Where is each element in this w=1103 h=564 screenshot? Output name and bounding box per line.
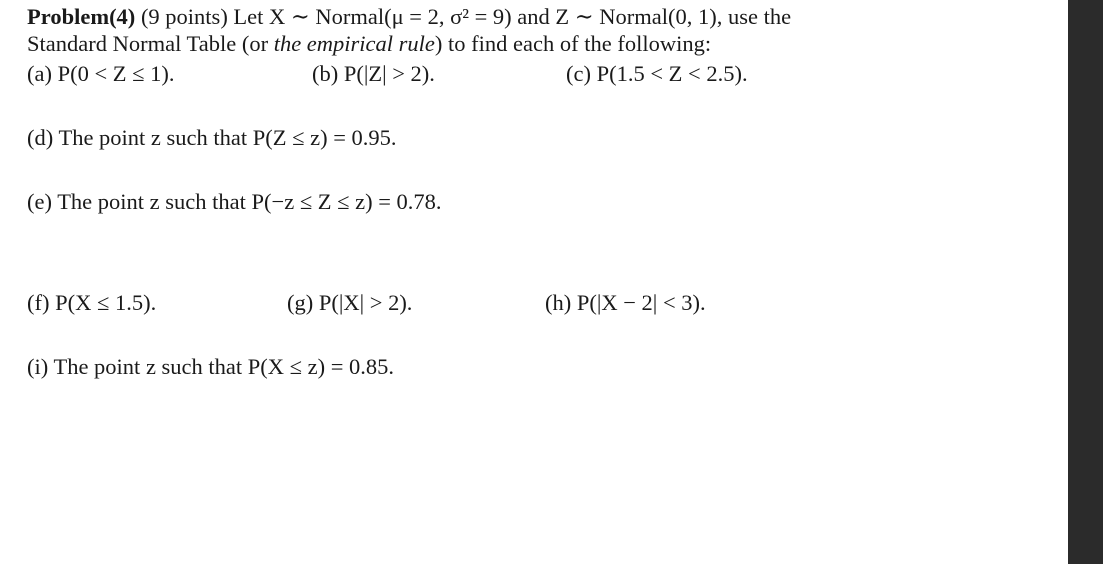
problem-statement-line-1 — [27, 4, 791, 30]
part-c: (c) P(1.5 < Z < 2.5). — [566, 61, 748, 86]
empirical-rule-text: the empirical rule — [273, 31, 435, 56]
problem-intro-line-1: (9 points) Let X ∼ Normal(μ = 2, σ² = 9) and Z ∼ Normal(0, 1), use the — [135, 4, 792, 29]
part-b: (b) P(|Z| > 2). — [312, 61, 435, 86]
part-i: (i) The point z such that P(X ≤ z) = 0.85. — [27, 354, 395, 379]
part-h: (h) P(|X − 2| < 3). — [545, 290, 706, 315]
part-d: (d) The point z such that P(Z ≤ z) = 0.95. — [27, 125, 397, 150]
problem-intro-line-2c: ) to find each of the following: — [434, 31, 712, 56]
problem-intro-line-2a: Standard Normal Table (or — [27, 31, 274, 56]
part-f: (f) P(X ≤ 1.5). — [27, 290, 157, 315]
problem-heading: Problem(4) — [27, 4, 136, 29]
problem-statement-line-2 — [27, 31, 711, 57]
part-a: (a) P(0 < Z ≤ 1). — [27, 61, 175, 86]
part-e: (e) The point z such that P(−z ≤ Z ≤ z) = 0.78. — [27, 189, 442, 214]
part-g: (g) P(|X| > 2). — [287, 290, 413, 315]
scrollbar[interactable] — [1068, 0, 1103, 564]
